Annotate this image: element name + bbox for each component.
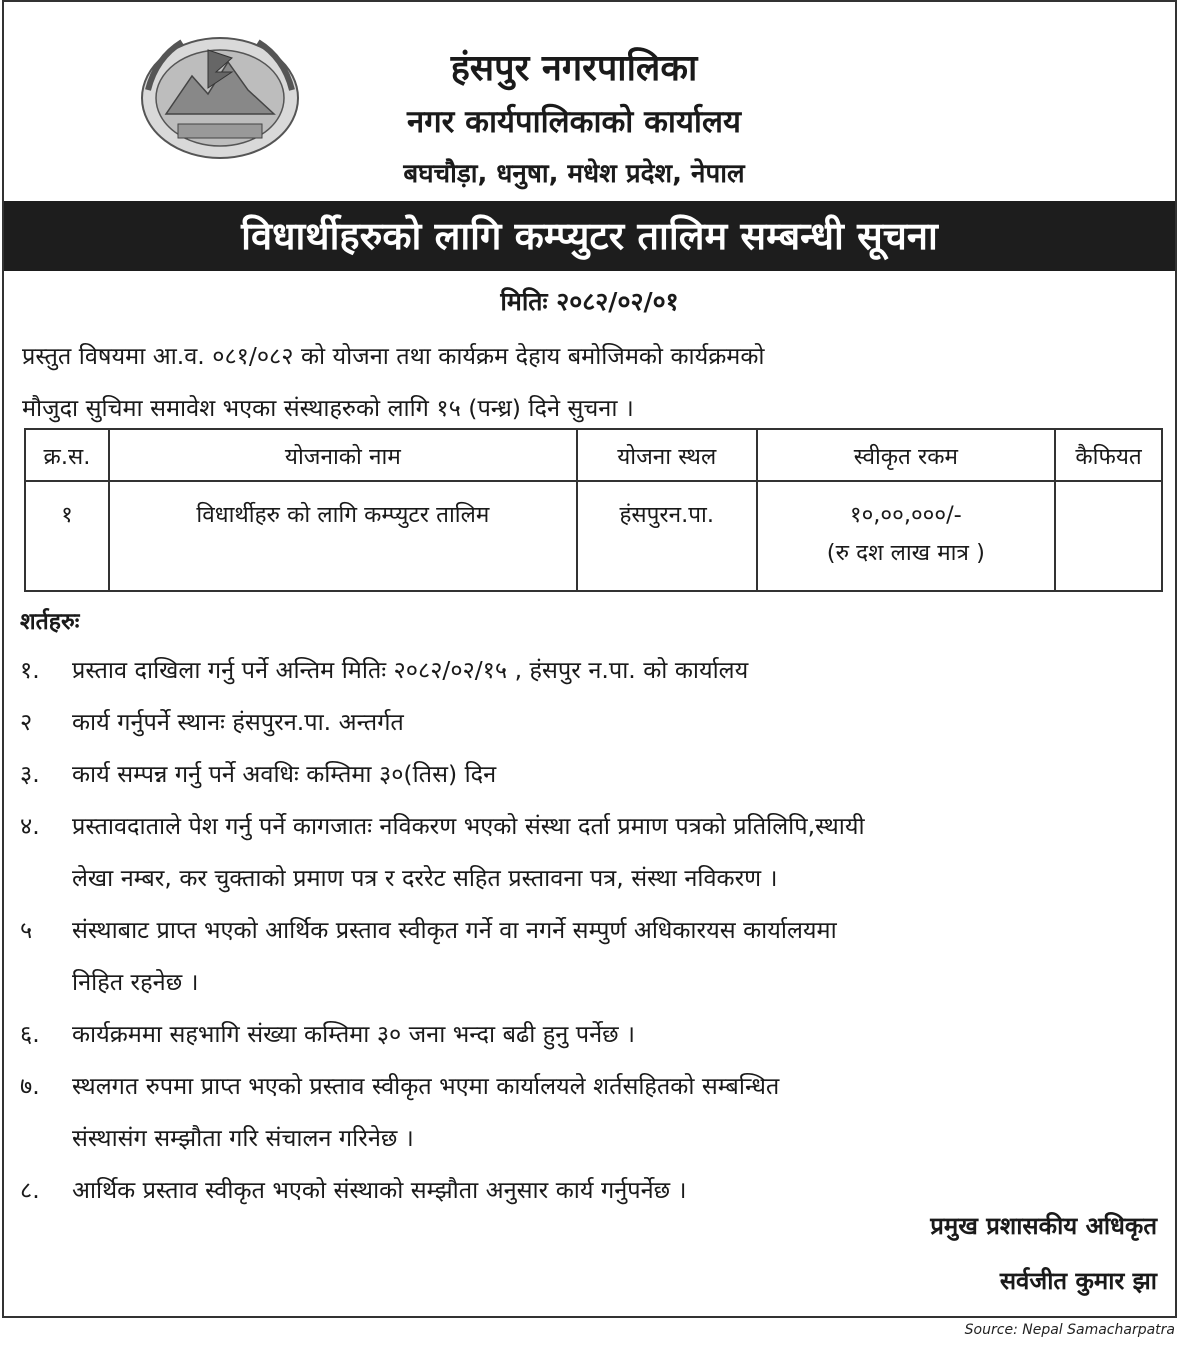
term-number: २ bbox=[20, 708, 33, 736]
notice-title: विधार्थीहरुको लागि कम्प्युटर तालिम सम्बन्धी सूचना bbox=[4, 201, 1175, 271]
col-header-amount: स्वीकृत रकम bbox=[757, 429, 1055, 481]
term-text: स्थलगत रुपमा प्राप्त भएको प्रस्ताव स्वीकृत भएमा कार्यालयले शर्तसहितको सम्बन्धित bbox=[72, 1072, 780, 1100]
term-item bbox=[20, 696, 1166, 748]
term-item bbox=[20, 644, 1166, 696]
terms-heading: शर्तहरुः bbox=[20, 609, 80, 635]
term-text: कार्यक्रममा सहभागि संख्या कम्तिमा ३० जना भन्दा बढी हुनु पर्नेछ । bbox=[72, 1020, 636, 1048]
term-item bbox=[20, 904, 1166, 1008]
cell-amount bbox=[757, 481, 1055, 591]
org-name: हंसपुर नगरपालिका bbox=[450, 48, 698, 89]
cell-plan-name: विधार्थीहरु को लागि कम्प्युटर तालिम bbox=[109, 481, 577, 591]
col-header-remarks: कैफियत bbox=[1055, 429, 1162, 481]
amount-words: (रु दश लाख मात्र ) bbox=[826, 540, 985, 566]
term-number: ७. bbox=[20, 1072, 40, 1100]
term-number: ५ bbox=[20, 916, 33, 944]
notice-document bbox=[2, 0, 1177, 1318]
col-header-location: योजना स्थल bbox=[577, 429, 757, 481]
source-credit: Source: Nepal Samacharpatra bbox=[964, 1322, 1175, 1338]
term-text: संस्थाबाट प्राप्त भएको आर्थिक प्रस्ताव स्वीकृत गर्ने वा नगर्ने सम्पुर्ण अधिकारयस कार्यालयमा bbox=[72, 916, 837, 944]
term-text: आर्थिक प्रस्ताव स्वीकृत भएको संस्थाको सम्झौता अनुसार कार्य गर्नुपर्नेछ । bbox=[72, 1176, 687, 1204]
table-header-row bbox=[25, 429, 1162, 481]
plan-table bbox=[24, 428, 1163, 592]
office-name: नगर कार्यपालिकाको कार्यालय bbox=[407, 104, 741, 140]
term-text: कार्य गर्नुपर्ने स्थानः हंसपुरन.पा. अन्तर्गत bbox=[72, 708, 404, 736]
term-item bbox=[20, 1008, 1166, 1060]
term-text: निहित रहनेछ । bbox=[72, 968, 199, 996]
signatory-name: सर्वजीत कुमार झा bbox=[999, 1267, 1157, 1295]
term-number: १. bbox=[20, 656, 40, 684]
term-text: प्रस्तावदाताले पेश गर्नु पर्ने कागजातः नविकरण भएको संस्था दर्ता प्रमाण पत्रको प्रतिलिपि,स्थायी bbox=[72, 812, 865, 840]
intro-line: मौजुदा सुचिमा समावेश भएका संस्थाहरुको लागि १५ (पन्ध्र) दिने सुचना । bbox=[22, 394, 634, 422]
term-text: लेखा नम्बर, कर चुक्ताको प्रमाण पत्र र दररेट सहित प्रस्तावना पत्र, संस्था नविकरण । bbox=[72, 864, 778, 892]
notice-date: मितिः २०८२/०२/०१ bbox=[500, 287, 679, 316]
term-number: ४. bbox=[20, 812, 40, 840]
term-text: प्रस्ताव दाखिला गर्नु पर्ने अन्तिम मितिः २०८२/०२/१५ , हंसपुर न.पा. को कार्यालय bbox=[72, 656, 749, 684]
col-header-plan-name: योजनाको नाम bbox=[109, 429, 577, 481]
table-row bbox=[25, 481, 1162, 591]
term-item bbox=[20, 800, 1166, 904]
terms-list bbox=[20, 644, 1166, 1216]
term-text: संस्थासंग सम्झौता गरि संचालन गरिनेछ । bbox=[72, 1124, 414, 1152]
term-text: कार्य सम्पन्न गर्नु पर्ने अवधिः कम्तिमा ३०(तिस) दिन bbox=[72, 760, 497, 788]
cell-sn: १ bbox=[25, 481, 109, 591]
cell-location: हंसपुरन.पा. bbox=[577, 481, 757, 591]
signatory-title: प्रमुख प्रशासकीय अधिकृत bbox=[930, 1212, 1157, 1240]
cell-remarks bbox=[1055, 481, 1162, 591]
amount-figure: १०,००,०००/- bbox=[849, 502, 962, 528]
term-number: ६. bbox=[20, 1020, 40, 1048]
intro-paragraph bbox=[22, 330, 1159, 434]
term-number: ३. bbox=[20, 760, 40, 788]
col-header-sn: क्र.स. bbox=[25, 429, 109, 481]
office-address: बघचौड़ा, धनुषा, मधेश प्रदेश, नेपाल bbox=[403, 159, 745, 189]
nepal-government-emblem-icon bbox=[136, 28, 304, 162]
intro-line: प्रस्तुत विषयमा आ.व. ०८१/०८२ को योजना तथा कार्यक्रम देहाय बमोजिमको कार्यक्रमको bbox=[22, 342, 765, 370]
term-item bbox=[20, 748, 1166, 800]
term-item bbox=[20, 1060, 1166, 1164]
term-number: ८. bbox=[20, 1176, 40, 1204]
